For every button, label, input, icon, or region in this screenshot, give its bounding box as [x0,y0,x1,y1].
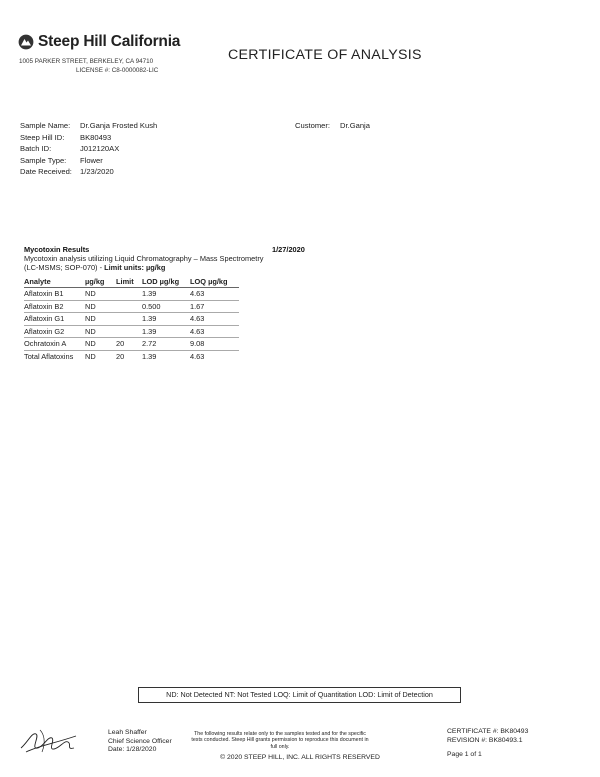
signer-title: Chief Science Officer [108,737,172,745]
col-header-result: µg/kg [85,276,116,288]
customer-value: Dr.Ganja [340,121,370,130]
col-header-loq: LOQ µg/kg [190,276,239,288]
cell-result: ND [85,325,116,338]
signer-name: Leah Shaffer [108,729,147,736]
cell-limit: 20 [116,338,142,351]
customer-row [295,120,370,132]
table-row [24,313,239,326]
table-header-row [24,276,239,288]
col-header-analyte: Analyte [24,276,85,288]
info-label: Batch ID: [20,144,52,154]
cell-limit [116,313,142,326]
table-row [24,325,239,338]
customer-block [295,120,370,132]
cell-lod: 0.500 [142,300,190,313]
cell-result: ND [85,288,116,301]
cell-lod: 2.72 [142,338,190,351]
info-value: BK80493 [80,132,112,142]
sample-info-row [20,132,157,144]
company-address: 1005 PARKER STREET, BERKELEY, CA 94710 [19,58,154,65]
cell-analyte: Aflatoxin B2 [24,300,85,313]
sample-info-row [20,155,157,167]
page-number: Page 1 of 1 [447,751,482,758]
cell-lod: 1.39 [142,351,157,361]
sample-info-row [20,143,157,155]
mycotoxin-table-wrap [24,276,239,362]
abbreviation-legend: ND: Not Detected NT: Not Tested LOQ: Limit of Quantitation LOD: Limit of Detection [138,687,461,703]
brand-name: Steep Hill California [38,33,181,50]
signed-date: Date: 1/28/2020 [108,746,157,753]
cell-limit [116,300,142,313]
cell-loq: 4.63 [190,288,239,301]
info-value: 1/23/2020 [80,167,114,177]
table-row [24,350,239,362]
cell-analyte: Aflatoxin G2 [24,325,85,338]
signature-image [18,722,80,756]
cell-result: ND [85,300,116,313]
disclaimer-text: The following results relate only to the samples tested and for the specific tests conducted. Steep Hill grants permission to reproduce this document in full only. [191,731,369,750]
col-header-lod: LOD µg/kg [142,276,190,288]
table-row [24,300,239,313]
cell-lod: 1.39 [142,288,190,301]
cell-loq: 4.63 [190,313,239,326]
cell-analyte: Ochratoxin A [24,338,85,351]
col-header-limit: Limit [116,276,142,288]
sample-info-row [20,166,157,178]
certificate-number: CERTIFICATE #: BK80493 [447,728,529,735]
sample-info-block [20,120,157,178]
mycotoxin-table [24,276,239,362]
steep-hill-logo-icon [18,34,34,50]
customer-label: Customer: [295,121,331,130]
cell-lod: 1.39 [142,325,190,338]
cell-limit [116,288,142,301]
method-text: Mycotoxin analysis utilizing Liquid Chromatography – Mass Spectrometry (LC-MSMS; SOP-070) - [24,254,264,272]
cell-loq: 4.63 [190,325,239,338]
units-note: Limit units: µg/kg [104,262,166,272]
mycotoxin-title: Mycotoxin Results [24,245,90,254]
company-logo [18,33,180,51]
cell-limit [116,325,142,338]
certificate-info [447,728,528,745]
mycotoxin-description [24,255,264,272]
cell-loq: 1.67 [190,300,239,313]
cell-analyte: Total Aflatoxins [24,351,74,361]
info-label: Steep Hill ID: [20,132,65,142]
cell-lod: 1.39 [142,313,190,326]
info-value: Flower [80,155,103,165]
info-value: Dr.Ganja Frosted Kush [80,121,158,130]
info-label: Date Received: [20,167,72,177]
copyright-notice: © 2020 STEEP HILL, INC. ALL RIGHTS RESERVED [220,754,380,761]
cell-result: ND [85,351,96,361]
table-row [24,288,239,301]
sample-info-row [20,120,157,132]
cell-analyte: Aflatoxin G1 [24,313,85,326]
cell-result: ND [85,313,116,326]
revision-number: REVISION #: BK80493.1 [447,736,523,744]
signer-block [108,729,172,755]
license-number: LICENSE #: C8-0000082-LIC [76,67,159,74]
info-label: Sample Name: [20,121,71,130]
cell-result: ND [85,338,116,351]
cell-analyte: Aflatoxin B1 [24,288,85,301]
cell-loq: 9.08 [190,338,239,351]
info-label: Sample Type: [20,155,67,165]
info-value: J012120AX [80,144,120,154]
document-title: CERTIFICATE OF ANALYSIS [228,47,422,63]
table-row [24,338,239,351]
cell-limit: 20 [116,351,125,361]
cell-loq: 4.63 [190,351,205,361]
mycotoxin-date: 1/27/2020 [272,245,305,254]
